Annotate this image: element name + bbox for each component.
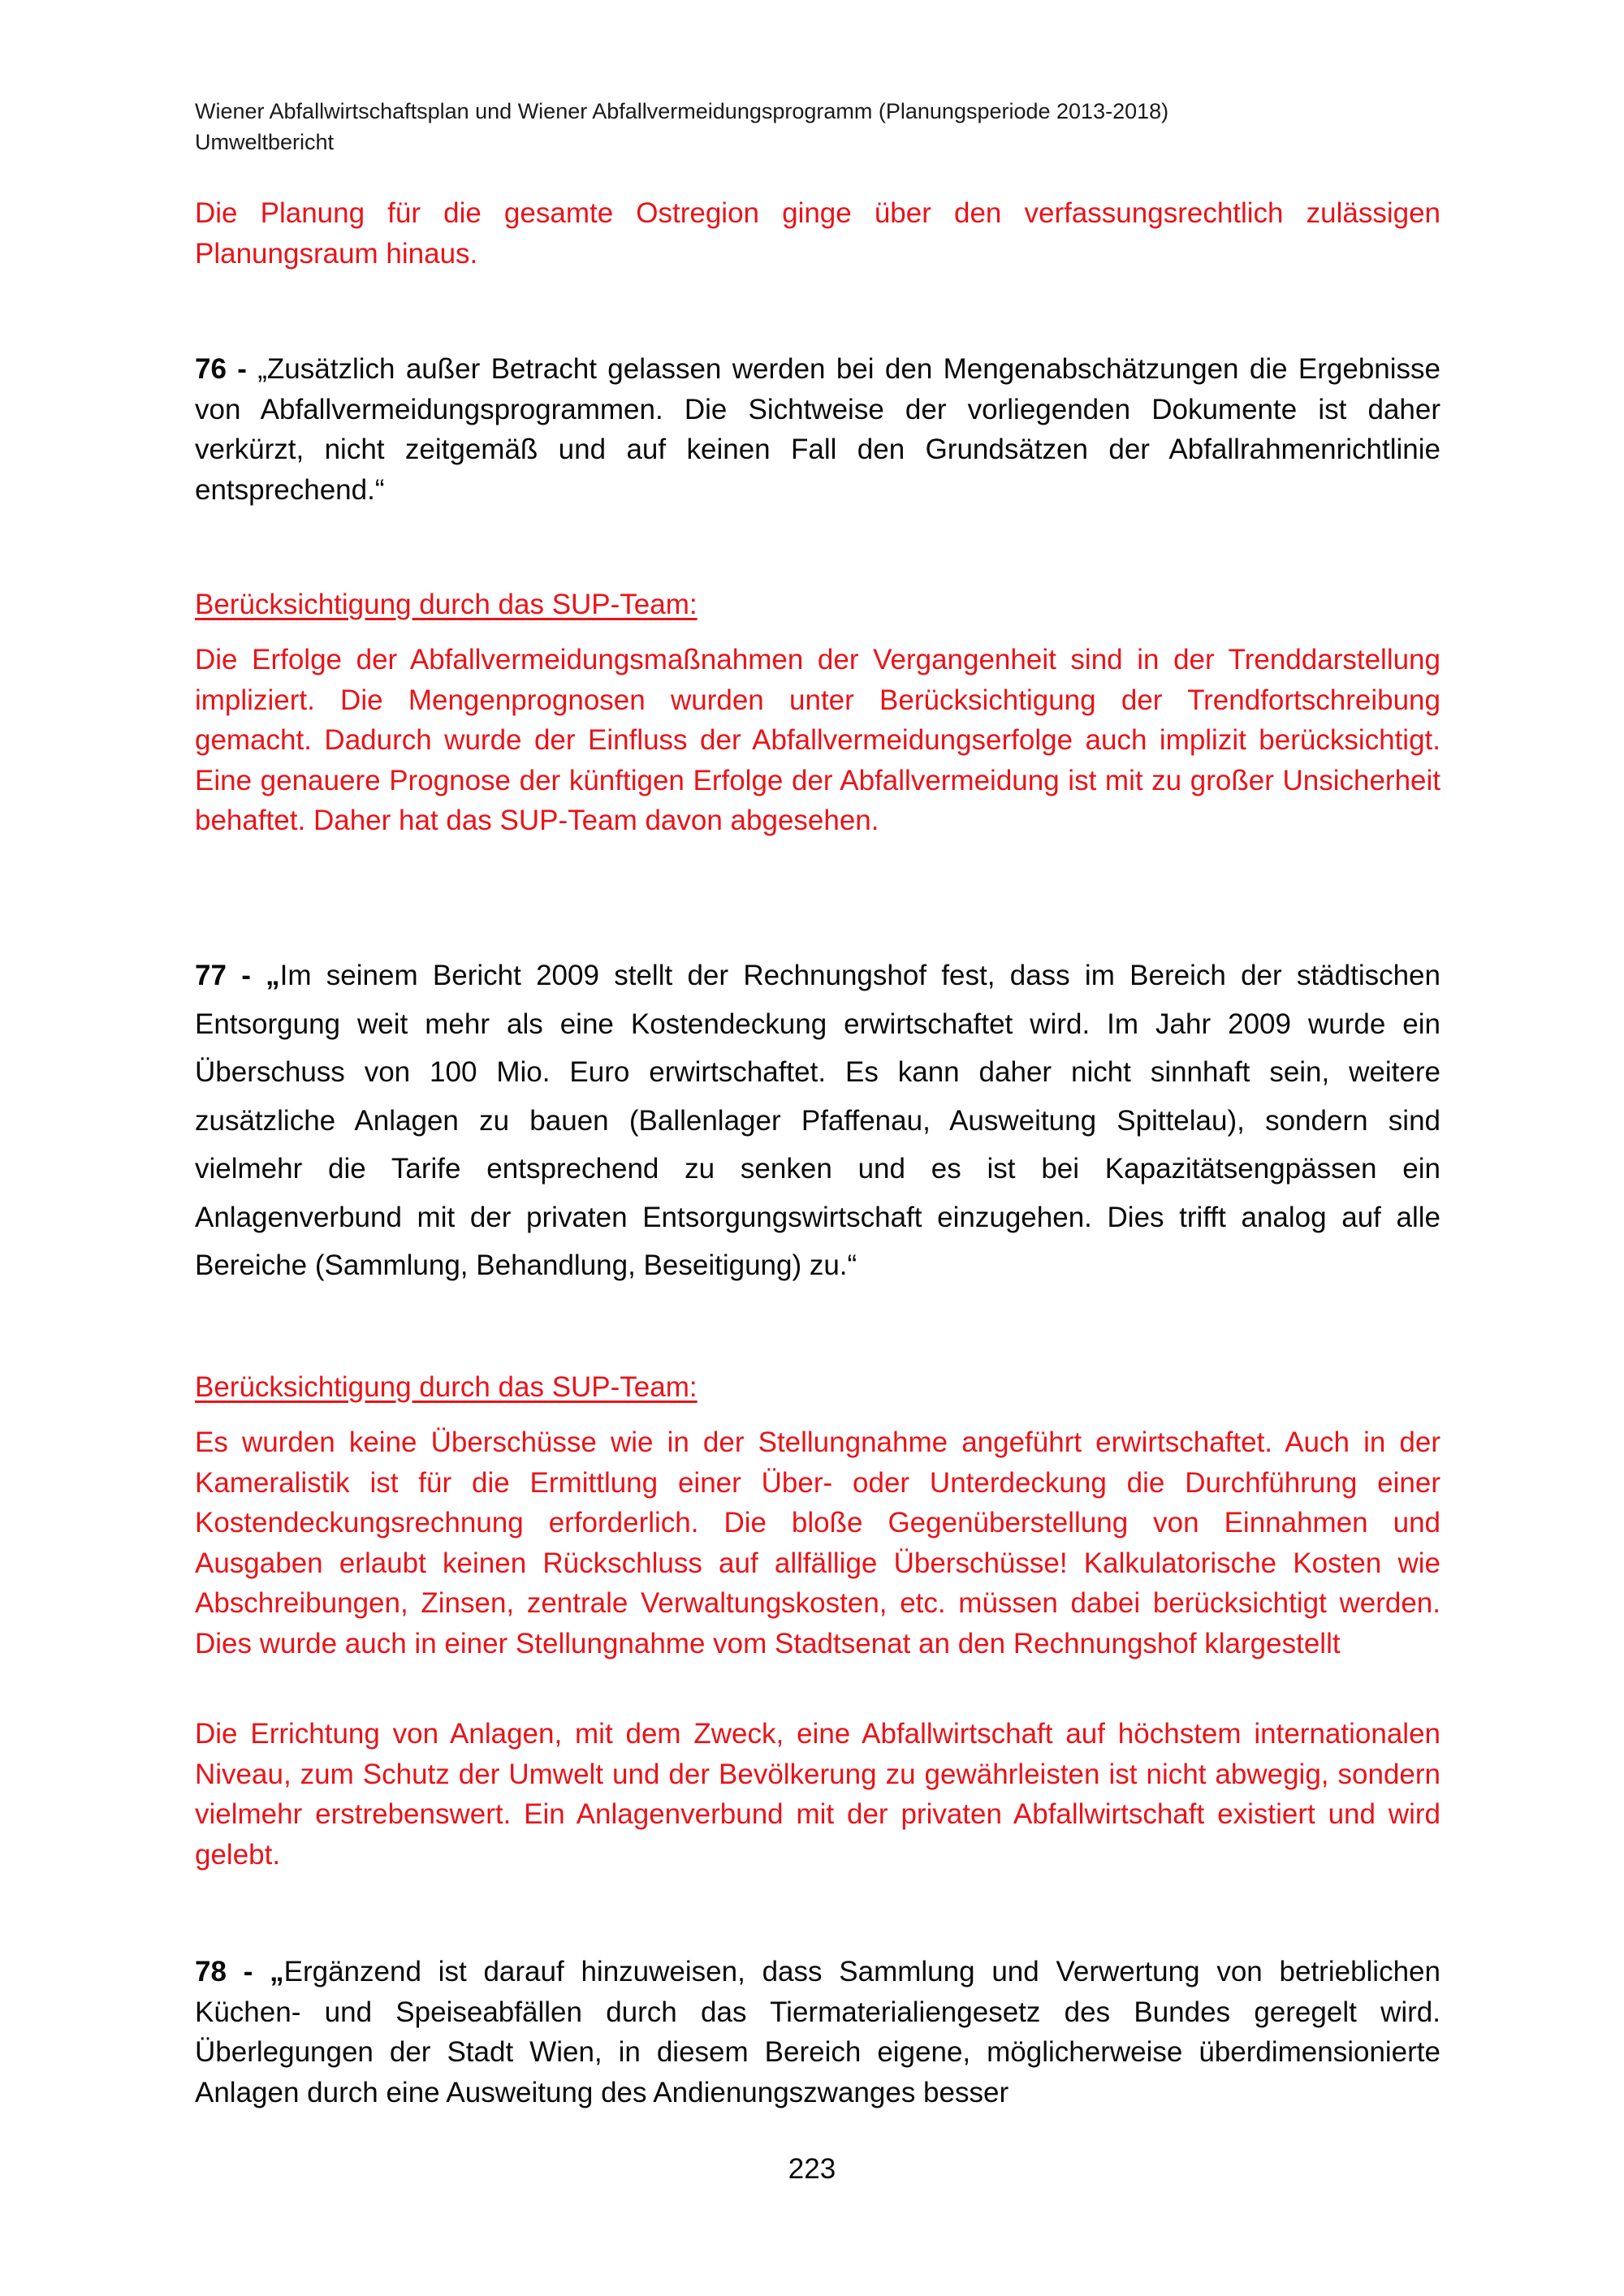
statement-78 xyxy=(195,1952,1440,2113)
page-header xyxy=(195,96,1445,158)
page-number: 223 xyxy=(788,2153,836,2185)
response-77-paragraph-1: Es wurden keine Überschüsse wie in der Stellungnahme angeführt erwirtschaftet. Auch in der Kameralistik ist für die Ermittlung einer Über- oder Unterdeckung die Durchführung einer Kostendeckungsrechnung erforderlich. Die bloße Gegenüberstellung von Einnahmen und Ausgaben erlaubt keinen Rückschluss auf allfällige Überschüsse! Kalkulatorische Kosten wie Abschreibungen, Zinsen, zentrale Verwaltungskosten, etc. müssen dabei berücksichtigt werden. Dies wurde auch in einer Stellungnahme vom Stadtsenat an den Rechnungshof klargestellt xyxy=(195,1426,1440,1659)
statement-77 xyxy=(195,952,1440,1290)
header-title: Wiener Abfallwirtschaftsplan und Wiener Abfallvermeidungsprogramm (Planungsperiode 2013-2018) xyxy=(195,99,1169,123)
response-77-paragraph-2: Die Errichtung von Anlagen, mit dem Zweck, eine Abfallwirtschaft auf höchstem internationalen Niveau, zum Schutz der Umwelt und der Bevölkerung zu gewährleisten ist nicht abwegig, sondern vielmehr erstrebenswert. Ein Anlagenverbund mit der privaten Abfallwirtschaft existiert und wird gelebt. xyxy=(195,1718,1440,1871)
statement-78-text: Ergänzend ist darauf hinzuweisen, dass Sammlung und Verwertung von betrieblichen Küchen- und Speiseabfällen durch das Tiermaterialiengesetz des Bundes geregelt wird. Überlegungen der Stadt Wien, in diesem Bereich eigene, möglicherweise überdimensionierte Anlagen durch eine Ausweitung des Andienungszwanges besser xyxy=(195,1956,1440,2108)
statement-76-number: 76 - xyxy=(195,353,247,385)
statement-77-text: Im seinem Bericht 2009 stellt der Rechnungshof fest, dass im Bereich der städtischen Entsorgung weit mehr als eine Kostendeckung erwirtschaftet wird. Im Jahr 2009 wurde ein Überschuss von 100 Mio. Euro erwirtschaftet. Es kann daher nicht sinnhaft sein, weitere zusätzliche Anlagen zu bauen (Ballenlager Pfaffenau, Ausweitung Spittelau), sondern sind vielmehr die Tarife entsprechend zu senken und es ist bei Kapazitätsengpässen ein Anlagenverbund mit der privaten Entsorgungswirtschaft einzugehen. Dies trifft analog auf alle Bereiche (Sammlung, Behandlung, Beseitigung) zu.“ xyxy=(195,960,1440,1281)
header-subtitle: Umweltbericht xyxy=(195,130,335,154)
response-76-paragraph: Die Erfolge der Abfallvermeidungsmaßnahmen der Vergangenheit sind in der Trenddarstellung impliziert. Die Mengenprognosen wurden unter Berücksichtigung der Trendfortschreibung gemacht. Dadurch wurde der Einfluss der Abfallvermeidungserfolge auch implizit berücksichtigt. Eine genauere Prognose der künftigen Erfolge der Abfallvermeidung ist mit zu großer Unsicherheit behaftet. Daher hat das SUP-Team davon abgesehen. xyxy=(195,644,1440,836)
statement-77-number: 77 - „ xyxy=(195,960,280,991)
statement-76 xyxy=(195,349,1440,510)
response-77-heading: Berücksichtigung durch das SUP-Team: xyxy=(195,1371,698,1403)
statement-78-number: 78 - „ xyxy=(195,1956,284,1987)
intro-paragraph: Die Planung für die gesamte Ostregion ginge über den verfassungsrechtlich zulässigen Planungsraum hinaus. xyxy=(195,197,1440,270)
response-76-heading: Berücksichtigung durch das SUP-Team: xyxy=(195,589,698,620)
statement-76-text: „Zusätzlich außer Betracht gelassen werden bei den Mengenabschätzungen die Ergebnisse von Abfallvermeidungsprogrammen. Die Sichtweise der vorliegenden Dokumente ist daher verkürzt, nicht zeitgemäß und auf keinen Fall den Grundsätzen der Abfallrahmenrichtlinie entsprechend.“ xyxy=(195,353,1440,506)
